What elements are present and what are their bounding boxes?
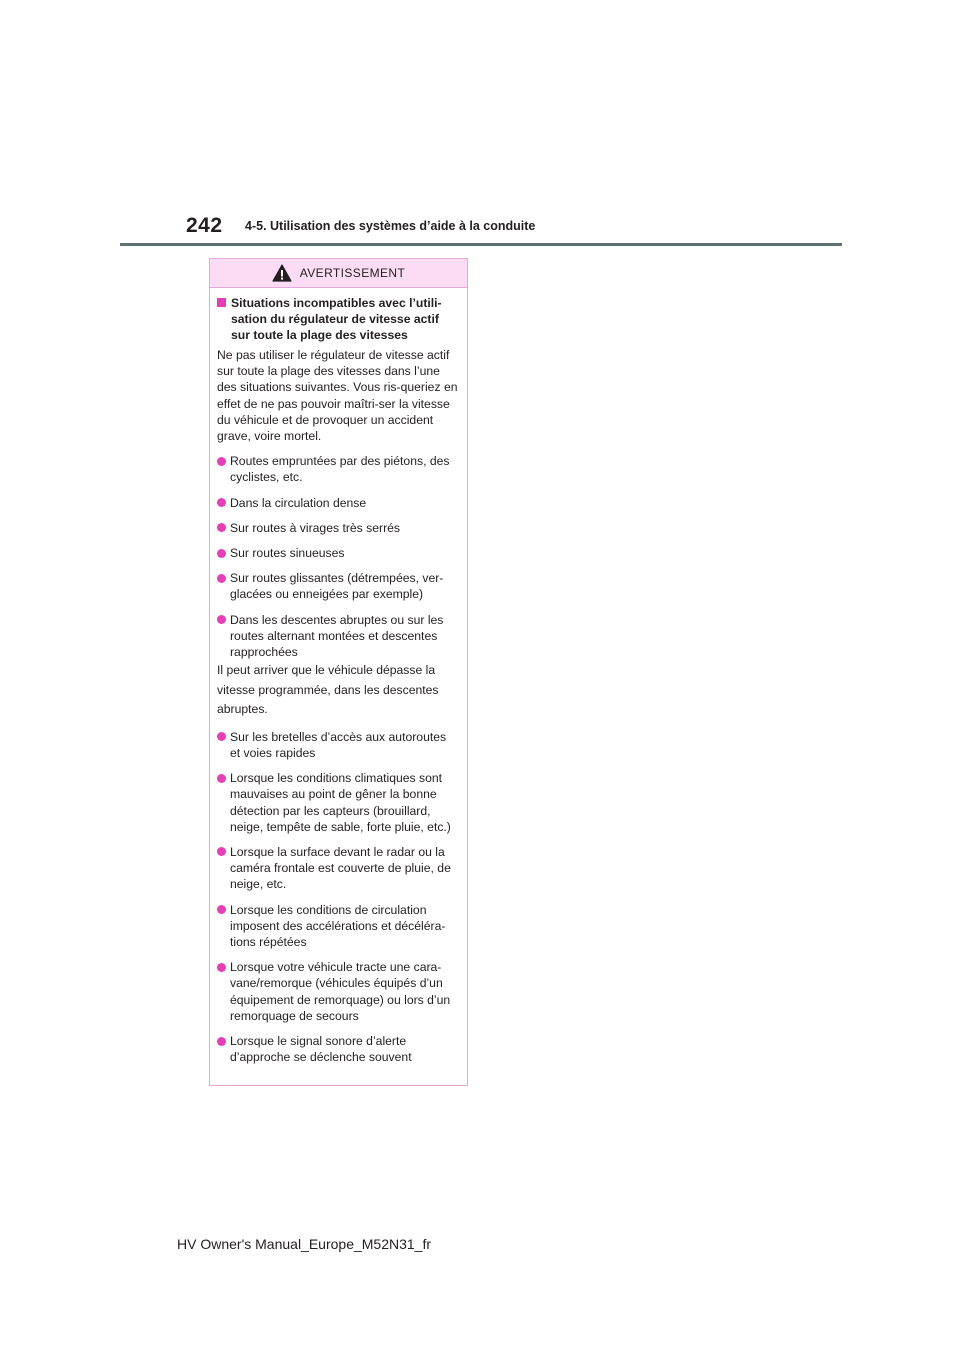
bullet-dot-icon: [217, 732, 226, 741]
bullet-dot-icon: [217, 615, 226, 624]
list-item: Dans les descentes abruptes ou sur les routes alternant montées et descentes rapprochées: [217, 612, 459, 661]
list-item: Sur les bretelles d’accès aux autoroutes et voies rapides: [217, 729, 459, 761]
bullet-dot-icon: [217, 498, 226, 507]
list-item: Sur routes à virages très serrés: [217, 520, 459, 536]
list-item: Sur routes glissantes (détrempées, ver-glacées ou enneigées par exemple): [217, 570, 459, 602]
header-rule: [120, 243, 842, 246]
descent-note-line: abruptes.: [217, 702, 268, 717]
bullet-dot-icon: [217, 457, 226, 466]
warning-heading-text: Situations incompatibles avec l’utili-sation du régulateur de vitesse actif sur toute la plage des vitesses: [231, 296, 442, 342]
list-item: Lorsque le signal sonore d’alerte d’approche se déclenche souvent: [217, 1033, 459, 1065]
list-item: Lorsque votre véhicule tracte une cara-vane/remorque (véhicules équipés d’un équipement de remorquage) ou lors d’un remorquage de secours: [217, 959, 459, 1024]
page-number: 242: [186, 214, 223, 237]
footer-text: HV Owner's Manual_Europe_M52N31_fr: [177, 1236, 432, 1252]
descent-note-line: vitesse programmée, dans les descentes: [217, 682, 439, 697]
list-item: Lorsque les conditions climatiques sont mauvaises au point de gêner la bonne détection par les capteurs (brouillard, neige, tempête de sable, forte pluie, etc.): [217, 770, 459, 835]
bullet-dot-icon: [217, 847, 226, 856]
warning-title: AVERTISSEMENT: [299, 266, 406, 280]
warning-triangle-icon: [272, 264, 292, 282]
warning-box: [209, 258, 468, 1086]
warning-header: [210, 259, 467, 288]
bullet-dot-icon: [217, 905, 226, 914]
warning-intro: Ne pas utiliser le régulateur de vitesse actif sur toute la plage des vitesses dans l’une des situations suivantes. Vous ris-queriez en effet de ne pas pouvoir maîtri-ser la vitesse du véhicule et de provoquer un accident grave, voire mortel.: [217, 348, 458, 444]
section-title: 4-5. Utilisation des systèmes d’aide à la conduite: [245, 219, 536, 233]
list-item: Lorsque la surface devant le radar ou la caméra frontale est couverte de pluie, de neige, etc.: [217, 844, 459, 893]
warning-body: [210, 288, 467, 1065]
bullet-dot-icon: [217, 549, 226, 558]
bullet-dot-icon: [217, 523, 226, 532]
list-item: Sur routes sinueuses: [217, 545, 459, 561]
descent-note: [217, 661, 459, 720]
bullet-dot-icon: [217, 963, 226, 972]
bullet-dot-icon: [217, 774, 226, 783]
list-item: Dans la circulation dense: [217, 495, 459, 511]
square-bullet-icon: [217, 298, 226, 307]
bullet-dot-icon: [217, 1037, 226, 1046]
list-item: Routes empruntées par des piétons, des cyclistes, etc.: [217, 453, 459, 485]
bullet-dot-icon: [217, 574, 226, 583]
warning-heading: [217, 295, 459, 343]
descent-note-line: Il peut arriver que le véhicule dépasse la: [217, 663, 436, 678]
list-item: Lorsque les conditions de circulation imposent des accélérations et décéléra-tions répétées: [217, 902, 459, 951]
